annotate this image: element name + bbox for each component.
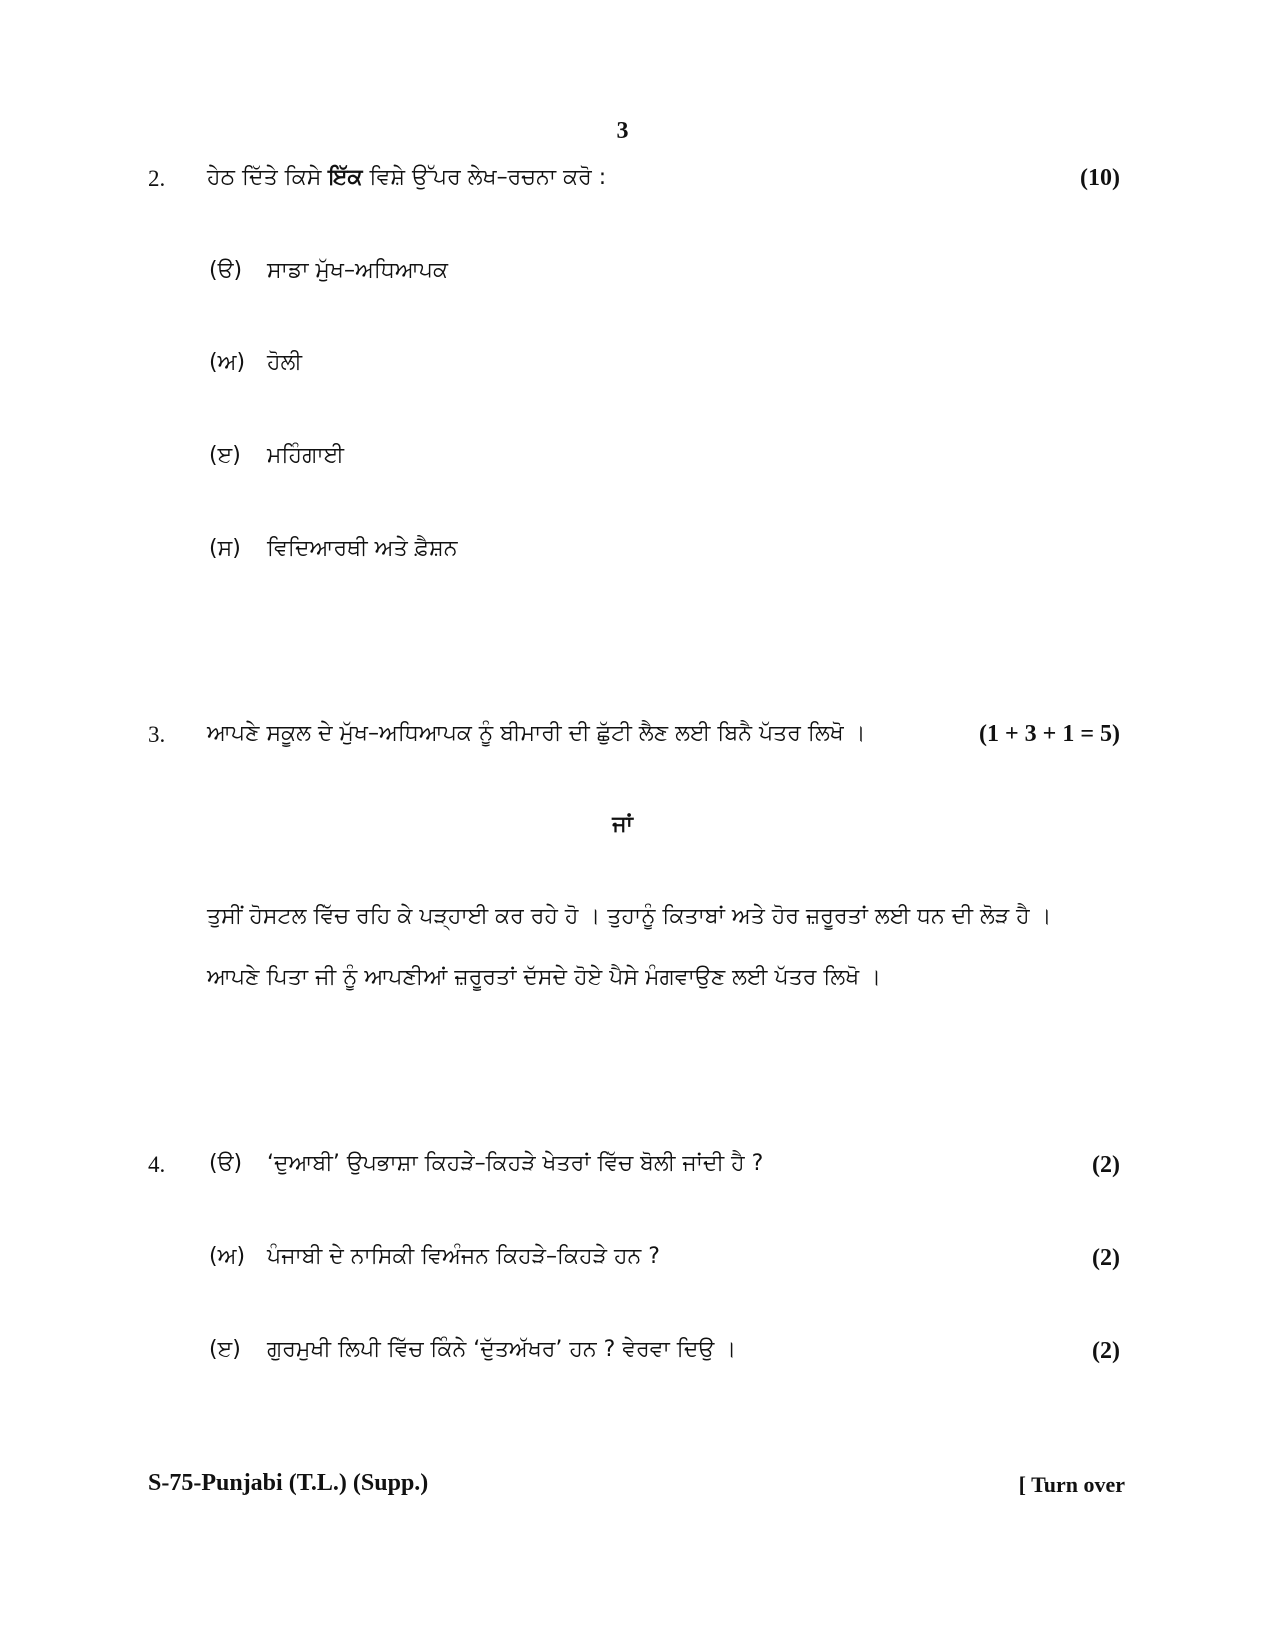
part-label: (ੳ) — [209, 1151, 243, 1176]
question-4-part — [209, 1337, 736, 1362]
question-4-part — [209, 1244, 660, 1269]
part-text: ਗੁਰਮੁਖੀ ਲਿਪੀ ਵਿੱਚ ਕਿੰਨੇ ‘ਦੁੱਤਅੱਖਰ’ ਹਨ ? ਵੇਰਵਾ ਦਿਉ । — [267, 1337, 737, 1362]
page-number: 3 — [616, 118, 629, 144]
option-text: ਮਹਿੰਗਾਈ — [267, 443, 345, 468]
part-label: (ੲ) — [209, 1337, 241, 1362]
part-label: (ਅ) — [209, 1244, 246, 1269]
question-3-alt-line-1: ਤੁਸੀਂ ਹੋਸਟਲ ਵਿੱਚ ਰਹਿ ਕੇ ਪੜ੍ਹਾਈ ਕਰ ਰਹੇ ਹੋ । ਤੁਹਾਨੂੰ ਕਿਤਾਬਾਂ ਅਤੇ ਹੋਰ ਜ਼ਰੂਰਤਾਂ ਲਈ ਧਨ ਦੀ ਲੋੜ ਹੈ । — [207, 904, 1052, 929]
question-4-part-marks: (2) — [1092, 1245, 1120, 1271]
option-label: (ਸ) — [209, 536, 241, 561]
question-2-option — [209, 536, 457, 561]
question-4-part-marks: (2) — [1092, 1338, 1120, 1364]
question-2-number: 2. — [148, 166, 166, 191]
question-3-marks: (1 + 3 + 1 = 5) — [978, 721, 1120, 747]
option-text: ਹੋਲੀ — [267, 350, 303, 375]
question-3-alt-line-2: ਆਪਣੇ ਪਿਤਾ ਜੀ ਨੂੰ ਆਪਣੀਆਂ ਜ਼ਰੂਰਤਾਂ ਦੱਸਦੇ ਹੋਏ ਪੈਸੇ ਮੰਗਵਾਉਣ ਲਈ ਪੱਤਰ ਲਿਖੋ । — [207, 965, 882, 990]
question-2-option — [209, 443, 344, 468]
option-label: (ੲ) — [209, 443, 241, 468]
turn-over-label: [ Turn over — [1018, 1472, 1125, 1497]
or-separator: ਜਾਂ — [612, 812, 633, 837]
question-2-text — [207, 165, 606, 190]
question-3-number: 3. — [148, 722, 166, 747]
question-2-text-bold: ਇੱਕ — [328, 165, 363, 190]
option-text: ਵਿਦਿਆਰਥੀ ਅਤੇ ਫ਼ੈਸ਼ਨ — [267, 536, 458, 561]
option-text: ਸਾਡਾ ਮੁੱਖ–ਅਧਿਆਪਕ — [267, 258, 448, 283]
question-4-part — [209, 1151, 763, 1176]
question-2-text-after: ਵਿਸ਼ੇ ਉੱਪਰ ਲੇਖ–ਰਚਨਾ ਕਰੋ : — [362, 165, 607, 190]
paper-code: S-75-Punjabi (T.L.) (Supp.) — [148, 1470, 429, 1496]
question-4-part-marks: (2) — [1092, 1152, 1120, 1178]
option-label: (ੳ) — [209, 258, 243, 283]
option-label: (ਅ) — [209, 350, 246, 375]
question-2-marks: (10) — [1080, 165, 1120, 191]
part-text: ਪੰਜਾਬੀ ਦੇ ਨਾਸਿਕੀ ਵਿਅੰਜਨ ਕਿਹੜੇ–ਕਿਹੜੇ ਹਨ ? — [267, 1244, 660, 1269]
question-2-option — [209, 350, 302, 375]
question-2-text-before: ਹੇਠ ਦਿੱਤੇ ਕਿਸੇ — [207, 165, 329, 190]
question-3-text: ਆਪਣੇ ਸਕੂਲ ਦੇ ਮੁੱਖ–ਅਧਿਆਪਕ ਨੂੰ ਬੀਮਾਰੀ ਦੀ ਛੁੱਟੀ ਲੈਣ ਲਈ ਬਿਨੈ ਪੱਤਰ ਲਿਖੋ । — [207, 721, 866, 746]
question-2-option — [209, 258, 448, 283]
part-text: ‘ਦੁਆਬੀ’ ਉਪਭਾਸ਼ਾ ਕਿਹੜੇ–ਕਿਹੜੇ ਖੇਤਰਾਂ ਵਿੱਚ ਬੋਲੀ ਜਾਂਦੀ ਹੈ ? — [267, 1151, 764, 1176]
question-4-number: 4. — [148, 1152, 166, 1177]
